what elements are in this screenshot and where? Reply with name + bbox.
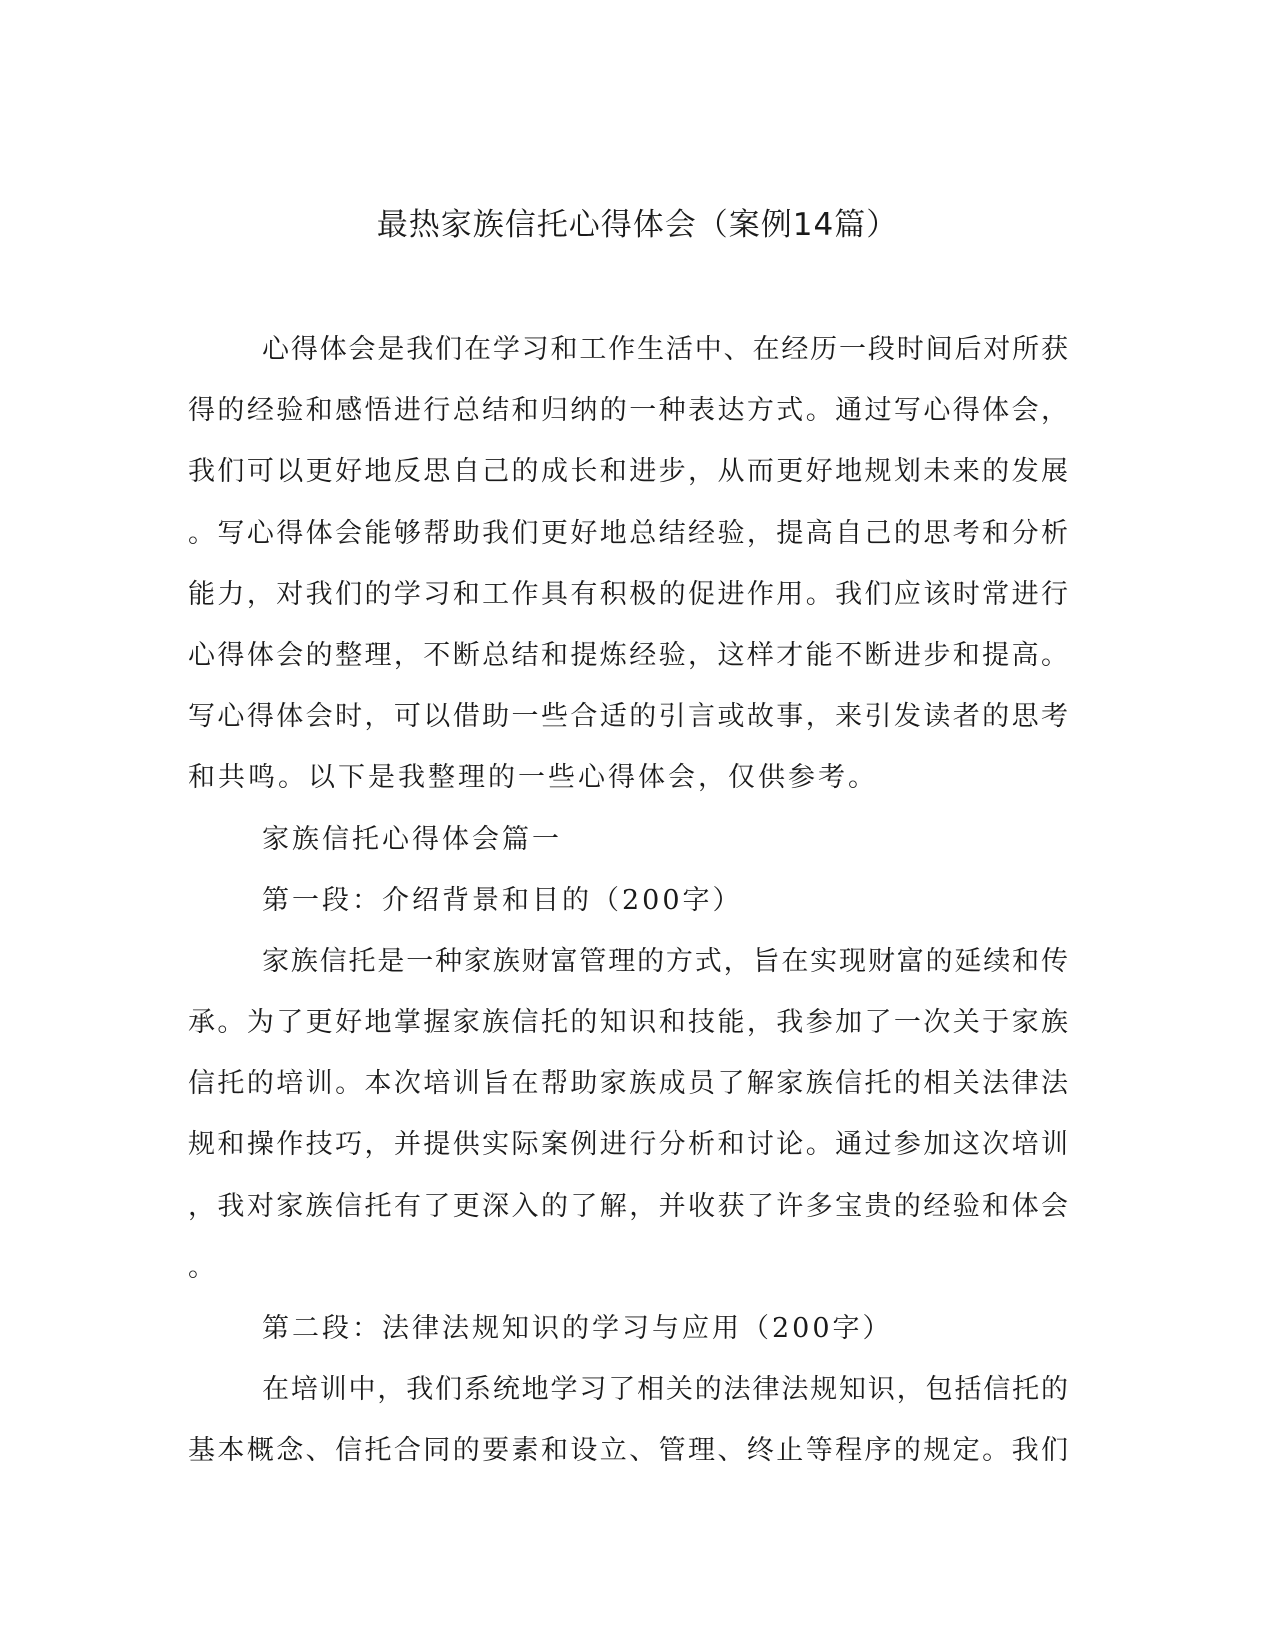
paragraph-line: ，我对家族信托有了更深入的了解，并收获了许多宝贵的经验和体会 [188, 1190, 1068, 1222]
section-heading: 家族信托心得体会篇一 [262, 823, 562, 855]
paragraph-line: 我们可以更好地反思自己的成长和进步，从而更好地规划未来的发展 [188, 456, 1068, 488]
paragraph-line: 写心得体会时，可以借助一些合适的引言或故事，来引发读者的思考 [188, 701, 1068, 733]
paragraph-line: 能力，对我们的学习和工作具有积极的促进作用。我们应该时常进行 [188, 578, 1068, 610]
paragraph-line: 心得体会是我们在学习和工作生活中、在经历一段时间后对所获 [262, 334, 1068, 365]
paragraph-line: 信托的培训。本次培训旨在帮助家族成员了解家族信托的相关法律法 [188, 1068, 1068, 1100]
paragraph-line: 承。为了更好地掌握家族信托的知识和技能，我参加了一次关于家族 [188, 1007, 1068, 1039]
paragraph-line: 。 [188, 1251, 217, 1283]
paragraph-line: 在培训中，我们系统地学习了相关的法律法规知识，包括信托的 [262, 1374, 1068, 1406]
paragraph-line: 规和操作技巧，并提供实际案例进行分析和讨论。通过参加这次培训 [188, 1129, 1068, 1161]
section-subheading: 第二段：法律法规知识的学习与应用（200字） [262, 1313, 893, 1344]
section-subheading: 第一段：介绍背景和目的（200字） [262, 884, 743, 916]
paragraph-line: 和共鸣。以下是我整理的一些心得体会，仅供参考。 [188, 762, 878, 794]
paragraph-line: 基本概念、信托合同的要素和设立、管理、终止等程序的规定。我们 [188, 1435, 1068, 1467]
paragraph-line: 心得体会的整理，不断总结和提炼经验，这样才能不断进步和提高。 [188, 639, 1068, 671]
document-title: 最热家族信托心得体会（案例14篇） [376, 207, 899, 243]
paragraph-line: 。写心得体会能够帮助我们更好地总结经验，提高自己的思考和分析 [188, 517, 1068, 549]
paragraph-line: 得的经验和感悟进行总结和归纳的一种表达方式。通过写心得体会， [188, 395, 1068, 427]
document-body [188, 330, 1068, 1493]
paragraph-line: 家族信托是一种家族财富管理的方式，旨在实现财富的延续和传 [262, 945, 1068, 977]
